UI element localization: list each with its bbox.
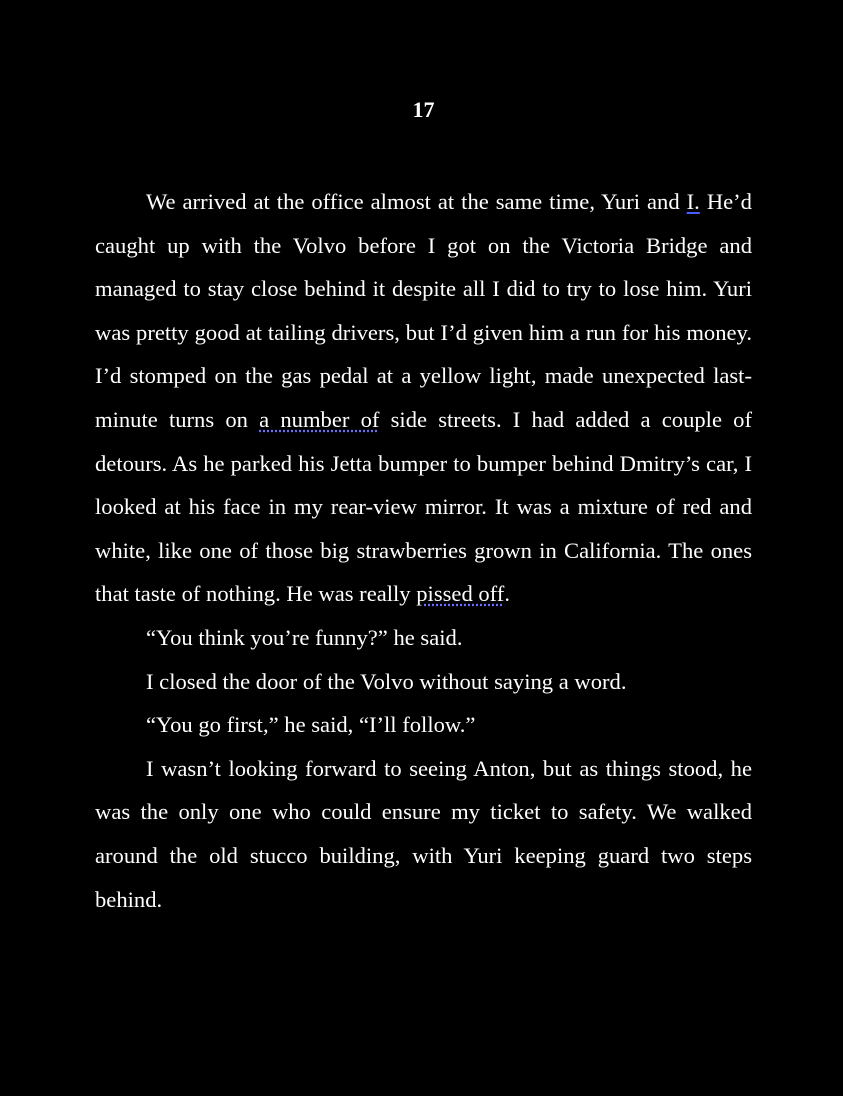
style-flag[interactable]: a number of <box>259 406 380 432</box>
paragraph <box>95 616 752 660</box>
paragraph <box>95 747 752 921</box>
text-run: I wasn’t looking forward to seeing Anton, but as things stood, he was the only one who could ensure my ticket to safety. We walked around the old stucco building, with Yuri keeping guard two steps behind. <box>95 755 752 912</box>
paragraph <box>95 660 752 704</box>
text-run: side streets. I had added a couple of detours. As he parked his Jetta bumper to bumper behind Dmitry’s car, I looked at his face in my rear-view mirror. It was a mixture of red and white, like one of those big strawberries grown in California. The ones that taste of nothing. He was really <box>95 406 752 607</box>
text-run: I closed the door of the Volvo without saying a word. <box>146 668 627 694</box>
style-flag[interactable]: pissed off <box>416 581 505 607</box>
text-run: “You think you’re funny?” he said. <box>146 624 463 650</box>
chapter-number: 17 <box>412 97 435 122</box>
document-page <box>95 92 752 921</box>
paragraph <box>95 703 752 747</box>
paragraph <box>95 180 752 616</box>
text-run: “You go first,” he said, “I’ll follow.” <box>146 712 476 738</box>
body-text <box>95 180 752 921</box>
text-run: . <box>504 581 510 607</box>
text-run: We arrived at the office almost at the same time, Yuri and <box>146 189 687 214</box>
grammar-flag[interactable]: I. <box>686 189 700 214</box>
text-run: He’d caught up with the Volvo before I got on the Victoria Bridge and managed to stay close behind it despite all I did to try to lose him. Yuri was pretty good at tailing drivers, but I’d given him a run for his money. I’d stomped on the gas pedal at a yellow light, made unexpected last-minute turns on <box>95 189 752 432</box>
